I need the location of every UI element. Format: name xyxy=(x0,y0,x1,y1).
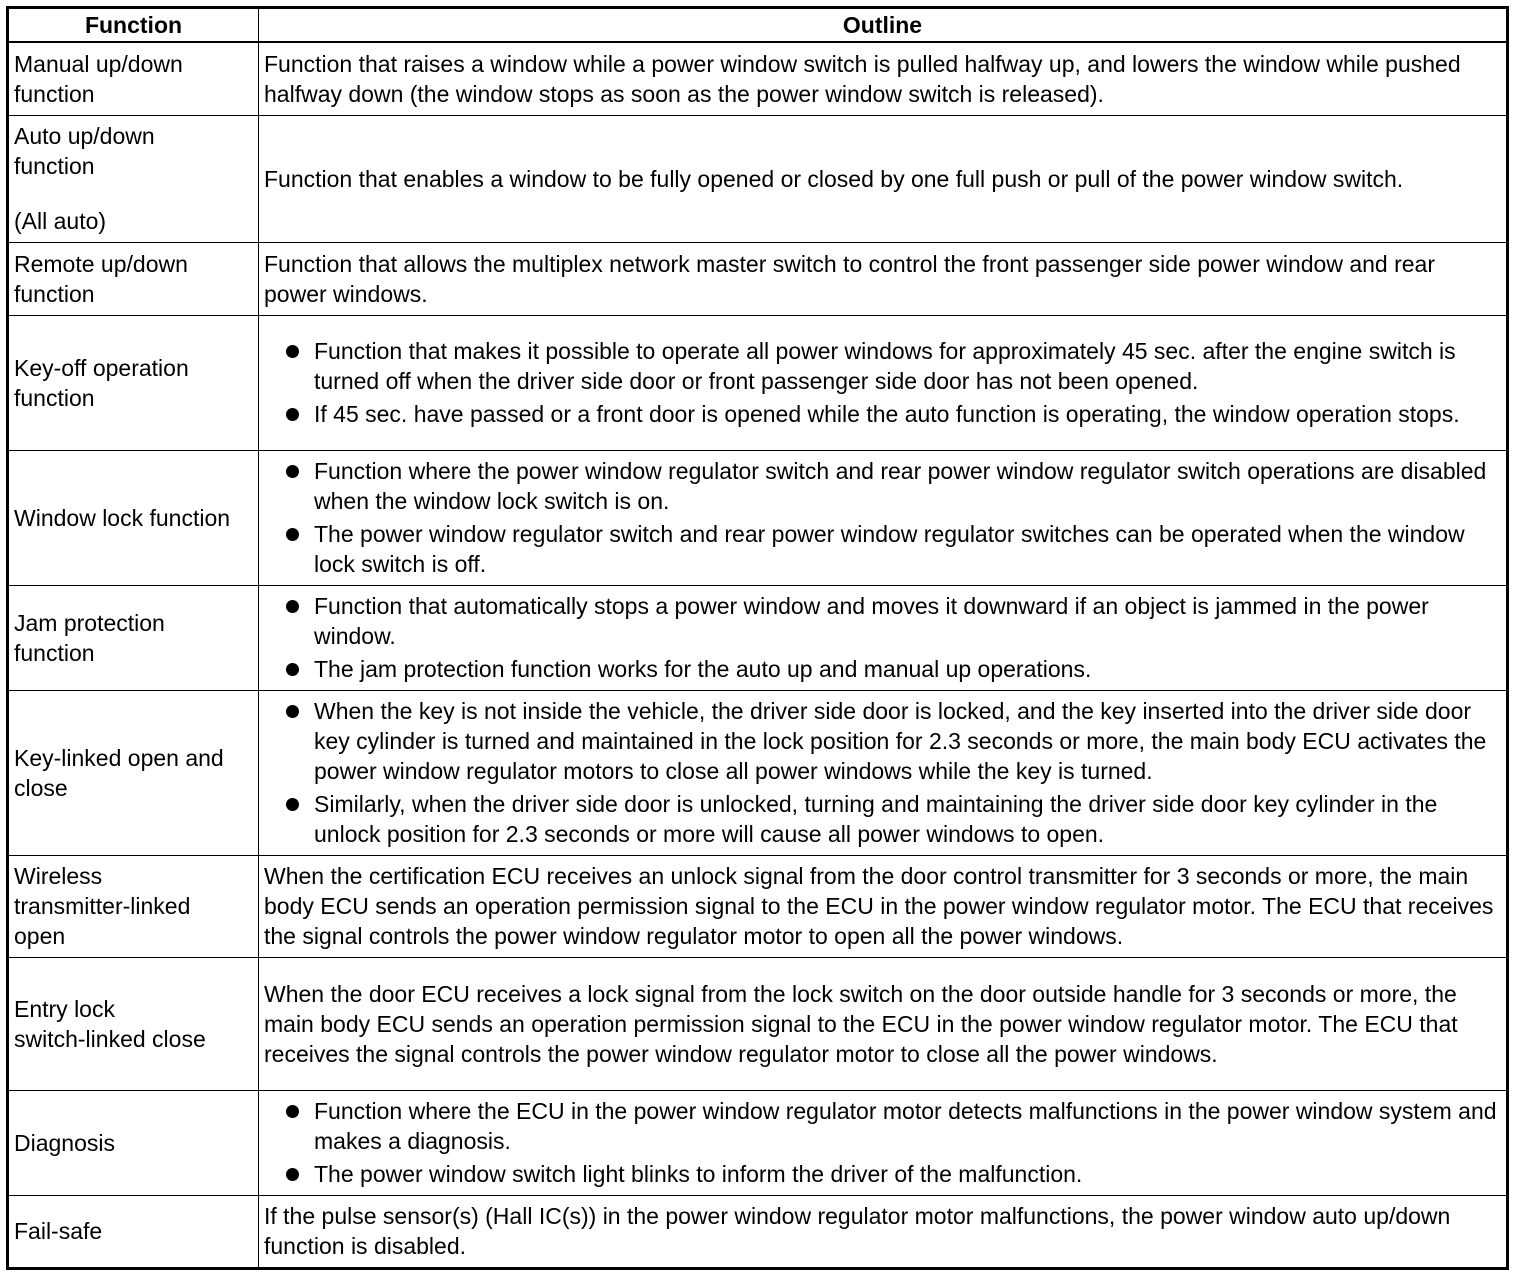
bullet-item: Function that automatically stops a power window and moves it downward if an object is jammed in the power window. xyxy=(286,591,1500,651)
function-cell: Fail-safe xyxy=(8,1195,259,1268)
outline-cell xyxy=(259,450,1508,585)
bullet-item: The power window switch light blinks to inform the driver of the malfunction. xyxy=(286,1159,1500,1189)
bullet-item: If 45 sec. have passed or a front door is opened while the auto function is operating, the window operation stops. xyxy=(286,399,1500,429)
bullet-icon xyxy=(286,345,299,358)
bullet-item: The jam protection function works for the auto up and manual up operations. xyxy=(286,654,1500,684)
bullet-list xyxy=(264,456,1500,579)
outline-cell xyxy=(259,690,1508,855)
function-cell: Manual up/down function xyxy=(8,42,259,115)
bullet-list xyxy=(264,1096,1500,1189)
header-row xyxy=(8,8,1508,43)
outline-cell xyxy=(259,1090,1508,1195)
header-function: Function xyxy=(8,8,259,43)
outline-cell: When the certification ECU receives an unlock signal from the door control transmitter for 3 seconds or more, the main body ECU sends an operation permission signal to the ECU in the power window regulator motor. The ECU that receives the signal controls the power window regulator motor to open all the power windows. xyxy=(259,855,1508,957)
outline-cell: Function that enables a window to be fully opened or closed by one full push or pull of the power window switch. xyxy=(259,115,1508,242)
bullet-item: Function that makes it possible to operate all power windows for approximately 45 sec. after the engine switch is turned off when the driver side door or front passenger side door has not been opened. xyxy=(286,336,1500,396)
bullet-icon xyxy=(286,528,299,541)
function-cell: Jam protection function xyxy=(8,585,259,690)
function-cell: Key-off operation function xyxy=(8,315,259,450)
bullet-icon xyxy=(286,408,299,421)
bullet-icon xyxy=(286,705,299,718)
table-row xyxy=(8,242,1508,315)
outline-cell: Function that allows the multiplex network master switch to control the front passenger side power window and rear power windows. xyxy=(259,242,1508,315)
function-cell: Wireless transmitter-linked open xyxy=(8,855,259,957)
bullet-item: Similarly, when the driver side door is unlocked, turning and maintaining the driver side door key cylinder in the unlock position for 2.3 seconds or more will cause all power windows to open. xyxy=(286,789,1500,849)
bullet-icon xyxy=(286,1168,299,1181)
bullet-item: The power window regulator switch and rear power window regulator switches can be operated when the window lock switch is off. xyxy=(286,519,1500,579)
table-row xyxy=(8,115,1508,242)
function-cell: Key-linked open and close xyxy=(8,690,259,855)
function-cell: Remote up/down function xyxy=(8,242,259,315)
bullet-icon xyxy=(286,663,299,676)
bullet-item: Function where the ECU in the power window regulator motor detects malfunctions in the power window system and makes a diagnosis. xyxy=(286,1096,1500,1156)
function-note: (All auto) xyxy=(14,208,107,234)
function-cell: Diagnosis xyxy=(8,1090,259,1195)
header-outline: Outline xyxy=(259,8,1508,43)
bullet-item: When the key is not inside the vehicle, the driver side door is locked, and the key inserted into the driver side door key cylinder is turned and maintained in the lock position for 2.3 seconds or more, the main body ECU activates the power window regulator motors to close all power windows while the key is turned. xyxy=(286,696,1500,786)
table-row xyxy=(8,42,1508,115)
bullet-item: Function where the power window regulator switch and rear power window regulator switch operations are disabled when the window lock switch is on. xyxy=(286,456,1500,516)
table-row xyxy=(8,450,1508,585)
table-row xyxy=(8,585,1508,690)
table-row xyxy=(8,855,1508,957)
function-label: Auto up/down function xyxy=(14,123,155,179)
table-row xyxy=(8,1090,1508,1195)
bullet-list xyxy=(264,336,1500,429)
function-cell: Window lock function xyxy=(8,450,259,585)
outline-cell: Function that raises a window while a power window switch is pulled halfway up, and lowers the window while pushed halfway down (the window stops as soon as the power window switch is released). xyxy=(259,42,1508,115)
bullet-icon xyxy=(286,465,299,478)
table-row xyxy=(8,690,1508,855)
table-row xyxy=(8,957,1508,1090)
power-window-function-table xyxy=(6,6,1509,1270)
bullet-list xyxy=(264,696,1500,849)
outline-cell: If the pulse sensor(s) (Hall IC(s)) in the power window regulator motor malfunctions, the power window auto up/down function is disabled. xyxy=(259,1195,1508,1268)
table-row xyxy=(8,1195,1508,1268)
bullet-icon xyxy=(286,1105,299,1118)
function-cell xyxy=(8,115,259,242)
function-cell: Entry lock switch-linked close xyxy=(8,957,259,1090)
bullet-icon xyxy=(286,600,299,613)
outline-cell: When the door ECU receives a lock signal from the lock switch on the door outside handle for 3 seconds or more, the main body ECU sends an operation permission signal to the ECU in the power window regulator motor. The ECU that receives the signal controls the power window regulator motor to close all the power windows. xyxy=(259,957,1508,1090)
outline-cell xyxy=(259,585,1508,690)
bullet-list xyxy=(264,591,1500,684)
outline-cell xyxy=(259,315,1508,450)
bullet-icon xyxy=(286,798,299,811)
table-row xyxy=(8,315,1508,450)
